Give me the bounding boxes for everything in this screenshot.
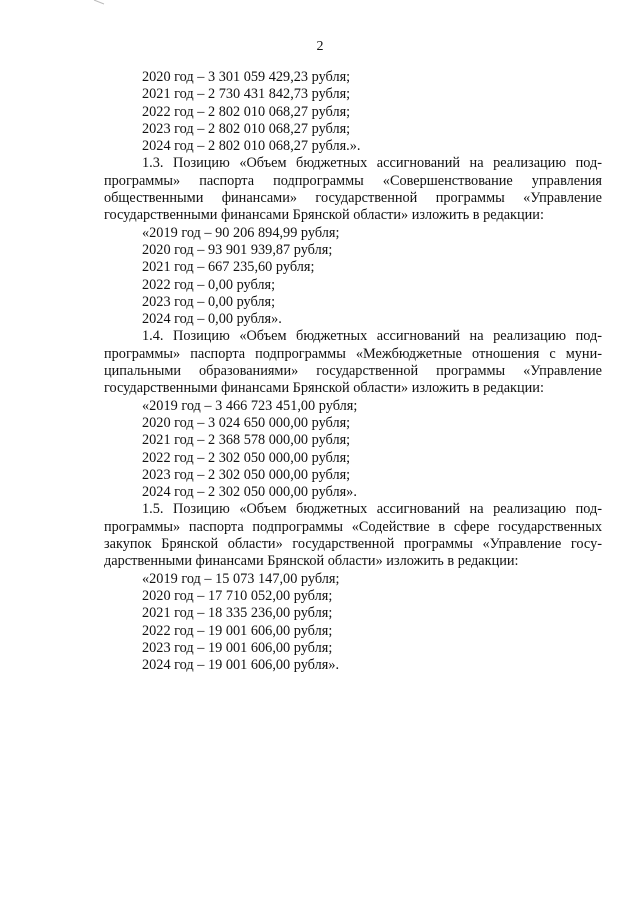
amount-line: «2019 год – 3 466 723 451,00 рубля; [142,397,358,414]
amount-line: 2023 год – 19 001 606,00 рубля; [142,639,333,656]
paragraph-line: закупок Брянской области» государственной программы «Управление госу- [104,536,602,553]
amount-line: 2021 год – 2 368 578 000,00 рубля; [142,432,351,449]
paragraph-line: ципальными образованиями» государственной программы «Управление [104,363,602,380]
amount-line: 2021 год – 667 235,60 рубля; [142,259,315,276]
amount-line: 2023 год – 0,00 рубля; [142,293,276,310]
amount-line: 2021 год – 2 730 431 842,73 рубля; [142,86,351,103]
amount-line: «2019 год – 90 206 894,99 рубля; [142,224,340,241]
amount-line: 2020 год – 3 301 059 429,23 рубля; [142,69,351,85]
amount-line: 2024 год – 19 001 606,00 рубля». [142,657,340,674]
paragraph-line: государственными финансами Брянской области» изложить в редакции: [104,207,544,224]
paragraph-line: программы» паспорта подпрограммы «Содействие в сфере государственных [104,518,602,535]
paragraph-line: программы» паспорта подпрограммы «Межбюджетные отношения с муни- [104,345,602,362]
section-1-2-amounts [104,69,602,155]
paragraph-line: государственными финансами Брянской области» изложить в редакции: [104,380,544,397]
amount-line: 2022 год – 19 001 606,00 рубля; [142,622,333,639]
scan-edge-mark [0,0,120,6]
section-1-5 [104,501,602,674]
amount-line: 2020 год – 3 024 650 000,00 рубля; [142,414,351,431]
paragraph-line: 1.5. Позицию «Объем бюджетных ассигнований на реализацию под- [142,501,602,518]
page-number: 2 [316,39,324,54]
amount-line: 2020 год – 17 710 052,00 рубля; [142,587,333,604]
amount-line: 2022 год – 2 802 010 068,27 рубля; [142,103,351,120]
amount-line: 2022 год – 2 302 050 000,00 рубля; [142,449,351,466]
paragraph-line: 1.4. Позицию «Объем бюджетных ассигнований на реализацию под- [142,328,602,345]
amount-line: 2020 год – 93 901 939,87 рубля; [142,241,333,258]
section-1-4 [104,328,602,501]
amount-line: 2024 год – 2 802 010 068,27 рубля.». [142,138,361,155]
section-1-3 [104,155,602,328]
paragraph-line: общественными финансами» государственной программы «Управление [104,190,602,207]
amount-line: 2024 год – 2 302 050 000,00 рубля». [142,484,357,501]
amount-line: 2021 год – 18 335 236,00 рубля; [142,605,333,622]
paragraph-line: 1.3. Позицию «Объем бюджетных ассигнований на реализацию под- [142,155,602,172]
paragraph-line: программы» паспорта подпрограммы «Совершенствование управления [104,172,602,189]
amount-line: «2019 год – 15 073 147,00 рубля; [142,570,340,587]
paragraph-line: дарственными финансами Брянской области» изложить в редакции: [104,553,519,570]
amount-line: 2023 год – 2 802 010 068,27 рубля; [142,120,351,137]
amount-line: 2024 год – 0,00 рубля». [142,311,282,328]
amount-line: 2022 год – 0,00 рубля; [142,276,276,293]
document-body [104,69,602,674]
amount-line: 2023 год – 2 302 050 000,00 рубля; [142,466,351,483]
